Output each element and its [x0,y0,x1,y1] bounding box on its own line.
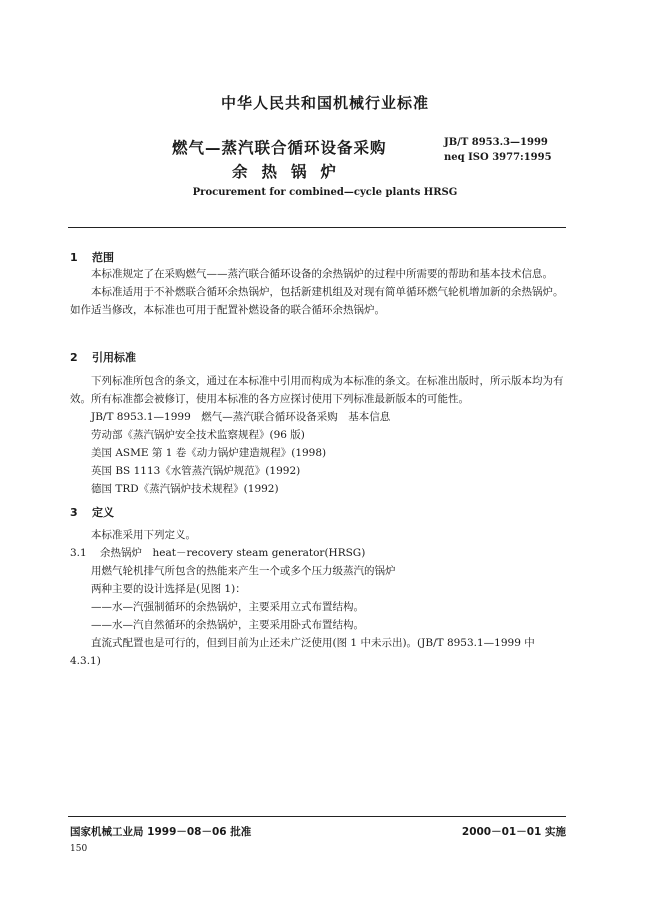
section-1-heading [70,249,114,265]
title-line-1: 燃气—蒸汽联合循环设备采购 [172,139,387,157]
equivalent-standard: neq ISO 3977:1995 [444,152,552,163]
paragraph: 本标准规定了在采购燃气——蒸汽联合循环设备的余热锅炉的过程中所需要的帮助和基本技术信息。 [91,268,553,280]
definition-number: 3.1 [70,547,87,559]
standard-body-title: 中华人民共和国机械行业标准 [220,94,429,112]
reference-item: 劳动部《蒸汽锅炉安全技术监察规程》(96 版) [91,429,305,441]
implementation-date: 2000－01－01 实施 [461,826,566,838]
standard-number: JB/T 8953.3—1999 [444,137,548,148]
definition-line: 用燃气轮机排气所包含的热能来产生一个或多个压力级蒸汽的锅炉 [91,565,396,577]
section-1-body [70,265,566,319]
footer-rule [68,816,566,817]
title-line-2: 余热锅炉 [232,163,351,181]
definition-line: 两种主要的设计选择是(见图 1)： [91,583,246,595]
section-title: 范围 [92,251,114,264]
definition-note: 直流式配置也是可行的，但到目前为止还未广泛使用(图 1 中未示出)。(JB/T 8953.1—1999 中 4.3.1) [70,637,535,667]
reference-item: 美国 ASME 第 1 卷《动力锅炉建造规程》(1998) [91,447,327,459]
section-number: 1 [70,251,78,264]
definition-term: 余热锅炉 heat－recovery steam generator(HRSG) [100,547,366,559]
paragraph: 本标准采用下列定义。 [91,529,196,541]
page-number: 150 [70,844,88,854]
paragraph: 本标准适用于不补燃联合循环余热锅炉，包括新建机组及对现有简单循环燃气轮机增加新的余热锅炉。如作适当修改，本标准也可用于配置补燃设备的联合循环余热锅炉。 [70,286,564,316]
definition-heading [70,544,566,562]
section-number: 2 [70,351,78,364]
section-3-body [70,526,566,670]
section-number: 3 [70,506,78,519]
reference-item: 德国 TRD《蒸汽锅炉技术规程》(1992) [91,483,279,495]
reference-item: 英国 BS 1113《水管蒸汽锅炉规范》(1992) [91,465,301,477]
paragraph: 下列标准所包含的条文，通过在本标准中引用而构成为本标准的条文。在标准出版时，所示版本均为有效。所有标准都会被修订，使用本标准的各方应探讨使用下列标准最新版本的可能性。 [70,375,564,405]
header-rule [68,227,566,228]
definition-line: ——水—汽自然循环的余热锅炉，主要采用卧式布置结构。 [91,619,364,631]
section-3-heading [70,504,114,520]
english-title: Procurement for combined—cycle plants HRSG [192,187,458,198]
definition-line: ——水—汽强制循环的余热锅炉，主要采用立式布置结构。 [91,601,364,613]
section-title: 引用标准 [92,351,136,364]
section-2-body [70,372,566,498]
section-2-heading [70,349,136,365]
section-title: 定义 [92,506,114,519]
standard-number-block [444,135,552,165]
reference-item: JB/T 8953.1—1999 燃气—蒸汽联合循环设备采购 基本信息 [91,411,391,423]
approval-date: 国家机械工业局 1999－08－06 批准 [70,826,252,838]
